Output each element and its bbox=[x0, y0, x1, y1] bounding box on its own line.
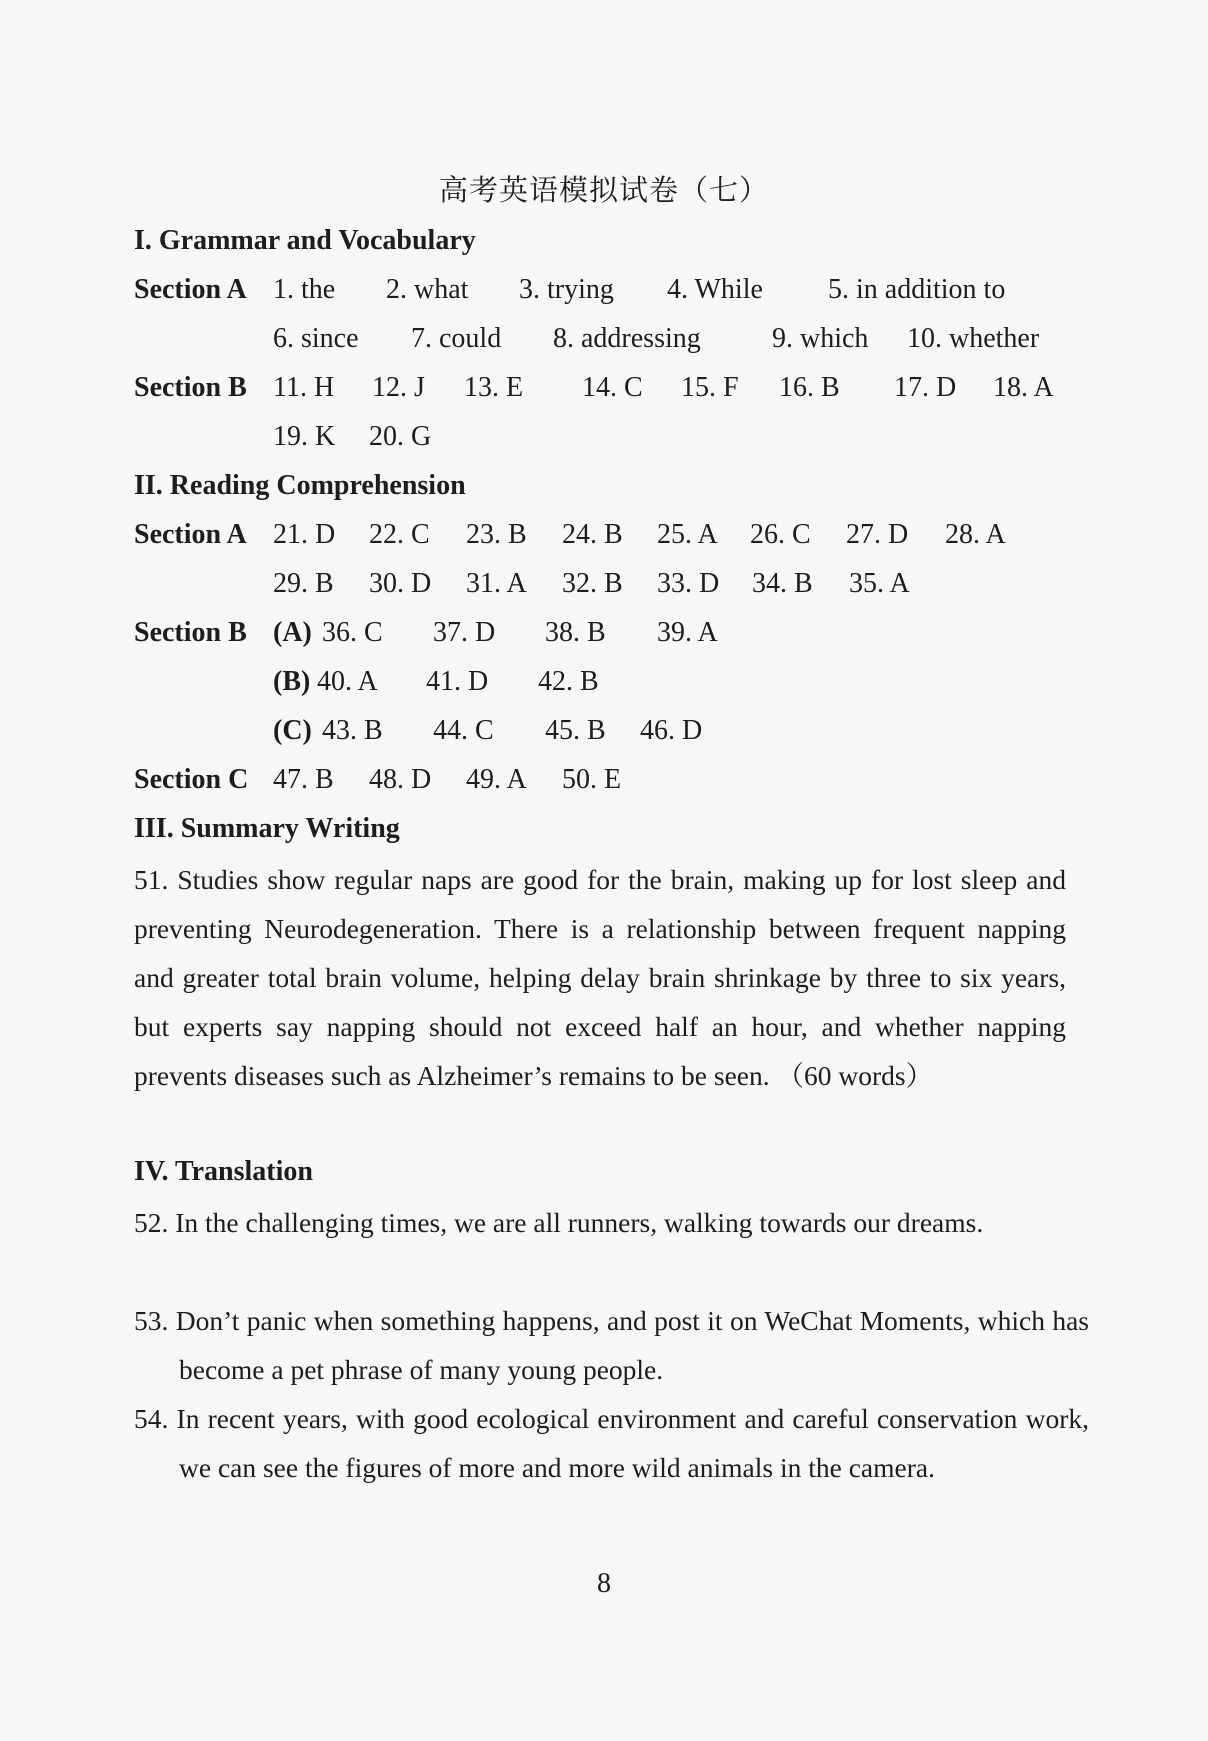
summary-paragraph: 51. Studies show regular naps are good for the brain, making up for lost sleep and preventing Neurodegeneration. There is a relationship between frequent napping and greater total brain volume, helping delay brain shrinkage by three to six years, but experts say napping should not exceed half an hour, and whether napping prevents diseases such as Alzheimer’s remains to be seen. （60 words） bbox=[134, 864, 1066, 1091]
page-title: 高考英语模拟试卷（七） bbox=[438, 175, 769, 207]
heading-reading-comprehension: II. Reading Comprehension bbox=[134, 470, 466, 501]
answer: 49. A bbox=[466, 764, 527, 795]
answer: 9. which bbox=[772, 323, 869, 354]
answer: 23. B bbox=[466, 519, 527, 550]
answer: 42. B bbox=[538, 666, 599, 697]
answer: 17. D bbox=[894, 372, 957, 403]
section-c-label: Section C bbox=[134, 764, 249, 795]
translation-item: 52. In the challenging times, we are all runners, walking towards our dreams. bbox=[134, 1207, 984, 1238]
answer: 22. C bbox=[369, 519, 430, 550]
answer: 25. A bbox=[657, 519, 718, 550]
answer: 20. G bbox=[369, 421, 432, 452]
section-b-label: Section B bbox=[134, 617, 247, 648]
answer: 50. E bbox=[562, 764, 622, 795]
answer: 19. K bbox=[273, 421, 336, 452]
group-c-label: (C) bbox=[273, 715, 312, 746]
answer: 6. since bbox=[273, 323, 359, 354]
answer: 13. E bbox=[464, 372, 524, 403]
answer: 4. While bbox=[667, 274, 763, 305]
answer: 44. C bbox=[433, 715, 494, 746]
heading-translation: IV. Translation bbox=[134, 1156, 313, 1187]
answer: 48. D bbox=[369, 764, 432, 795]
answer: 5. in addition to bbox=[828, 274, 1006, 305]
answer: 7. could bbox=[411, 323, 502, 354]
answer: 31. A bbox=[466, 568, 527, 599]
section-a-label: Section A bbox=[134, 274, 247, 305]
answer: 28. A bbox=[945, 519, 1006, 550]
answer: 29. B bbox=[273, 568, 334, 599]
section-a-label: Section A bbox=[134, 519, 247, 550]
answer: 30. D bbox=[369, 568, 432, 599]
answer: 46. D bbox=[640, 715, 703, 746]
answer: 39. A bbox=[657, 617, 718, 648]
heading-summary-writing: III. Summary Writing bbox=[134, 813, 400, 844]
answer: 11. H bbox=[273, 372, 335, 403]
answer: 3. trying bbox=[519, 274, 614, 305]
answer: 45. B bbox=[545, 715, 606, 746]
answer: 40. A bbox=[317, 666, 378, 697]
group-a-label: (A) bbox=[273, 617, 312, 648]
answer: 38. B bbox=[545, 617, 606, 648]
answer: 10. whether bbox=[907, 323, 1040, 354]
answer: 36. C bbox=[322, 617, 383, 648]
answer: 15. F bbox=[681, 372, 739, 403]
answer: 16. B bbox=[779, 372, 840, 403]
translation-item: 53. Don’t panic when something happens, and post it on WeChat Moments, which has become a pet phrase of many young people. bbox=[134, 1305, 1089, 1385]
section-b-label: Section B bbox=[134, 372, 247, 403]
answer: 8. addressing bbox=[553, 323, 701, 354]
answer: 32. B bbox=[562, 568, 623, 599]
answer: 14. C bbox=[582, 372, 643, 403]
answer: 47. B bbox=[273, 764, 334, 795]
answer: 26. C bbox=[750, 519, 811, 550]
answer: 1. the bbox=[273, 274, 336, 305]
group-b-label: (B) bbox=[273, 666, 311, 697]
answer: 18. A bbox=[993, 372, 1054, 403]
answer: 12. J bbox=[372, 372, 425, 403]
answer: 21. D bbox=[273, 519, 336, 550]
answer: 34. B bbox=[752, 568, 813, 599]
translation-item: 54. In recent years, with good ecological environment and careful conservation work, we can see the figures of more and more wild animals in the camera. bbox=[134, 1403, 1089, 1483]
answer: 27. D bbox=[846, 519, 909, 550]
answer: 37. D bbox=[433, 617, 496, 648]
answer: 41. D bbox=[426, 666, 489, 697]
answer: 2. what bbox=[386, 274, 469, 305]
answer: 43. B bbox=[322, 715, 383, 746]
heading-grammar-vocabulary: I. Grammar and Vocabulary bbox=[134, 225, 476, 256]
answer: 35. A bbox=[849, 568, 910, 599]
answer: 24. B bbox=[562, 519, 623, 550]
page-number: 8 bbox=[597, 1568, 611, 1599]
answer: 33. D bbox=[657, 568, 720, 599]
